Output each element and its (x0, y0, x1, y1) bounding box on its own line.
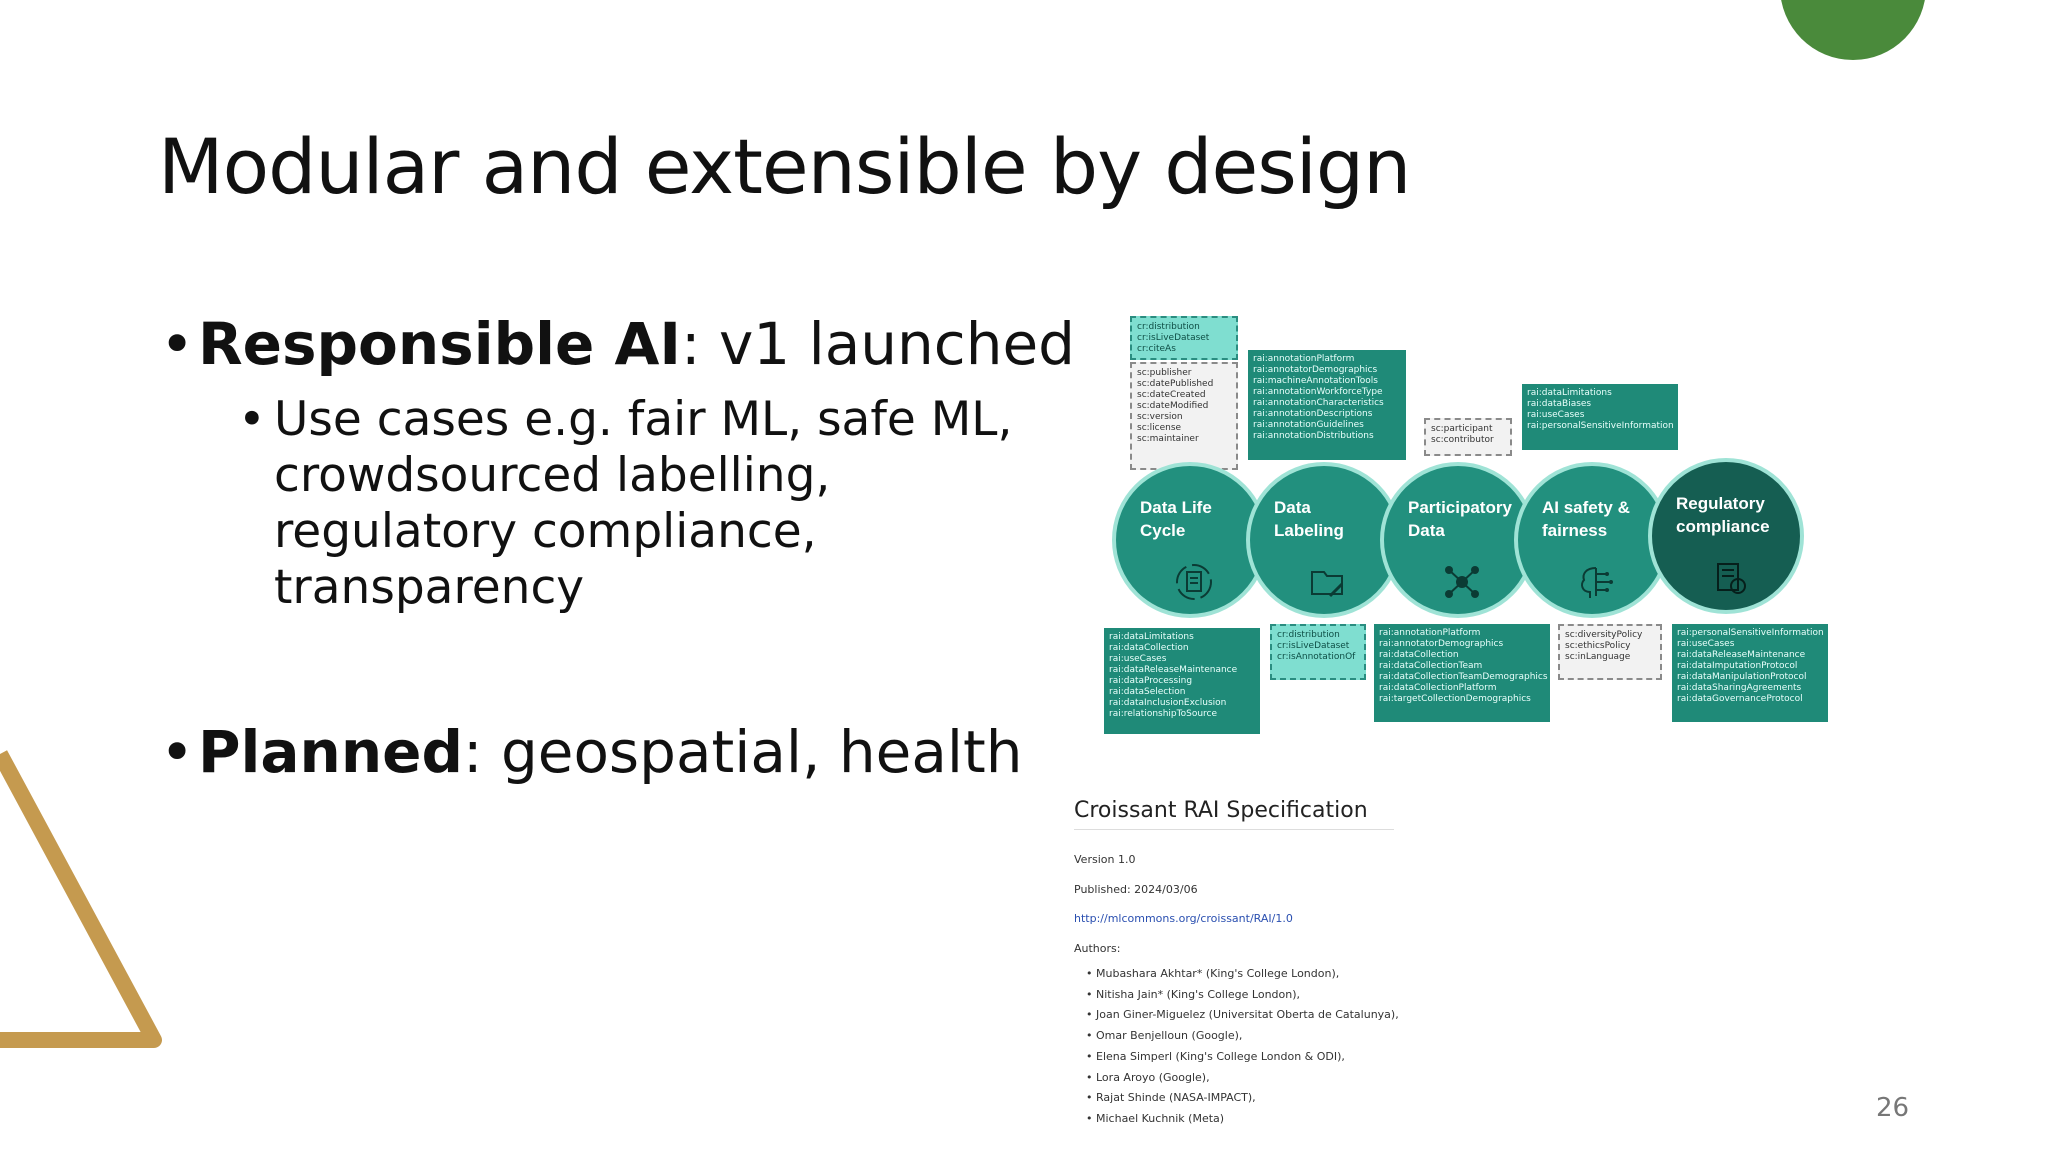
author-item: • Nitisha Jain* (King's College London), (1086, 985, 1399, 1006)
sub-bullet-line: regulatory compliance, (274, 504, 817, 559)
schema-property: rai:annotationWorkforceType (1253, 387, 1383, 397)
circle-data-labeling (1246, 462, 1402, 618)
sub-bullet-line: transparency (274, 560, 585, 615)
decorative-gold-triangle (0, 740, 170, 1060)
schema-property: cr:isLiveDataset (1277, 641, 1350, 651)
brain-circuit-icon (1576, 562, 1616, 602)
schema-property: rai:useCases (1109, 654, 1167, 664)
box-top-sc-participant (1424, 418, 1512, 456)
author-item: • Rajat Shinde (NASA-IMPACT), (1086, 1088, 1399, 1109)
legal-document-icon (1710, 558, 1750, 598)
schema-property: rai:annotationDescriptions (1253, 409, 1373, 419)
folder-edit-icon (1308, 562, 1348, 602)
author-item: • Omar Benjelloun (Google), (1086, 1026, 1399, 1047)
schema-property: sc:inLanguage (1565, 652, 1631, 662)
box-bottom-sc-diversity (1558, 624, 1662, 680)
schema-property: rai:dataBiases (1527, 399, 1592, 409)
schema-property: rai:dataCollectionTeam (1379, 661, 1483, 671)
circle-ai-safety-fairness (1514, 462, 1670, 618)
schema-property: sc:license (1137, 423, 1182, 433)
bullet-text: : v1 launched (680, 310, 1075, 378)
schema-property: sc:publisher (1137, 368, 1192, 378)
author-item: • Joan Giner-Miguelez (Universitat Oberta de Catalunya), (1086, 1005, 1399, 1026)
sub-bullet-line: crowdsourced labelling, (274, 448, 831, 503)
sub-bullet-use-cases: • Use cases e.g. fair ML, safe ML, crowdsourced labelling, regulatory compliance, transparency (238, 392, 1013, 615)
croissant-rai-spec-excerpt (1074, 798, 1404, 1125)
schema-property: rai:dataCollection (1379, 650, 1459, 660)
schema-property: rai:annotationPlatform (1379, 628, 1481, 638)
schema-property: rai:targetCollectionDemographics (1379, 694, 1531, 704)
schema-property: cr:citeAs (1137, 344, 1176, 354)
spec-authors-list (1086, 964, 1399, 1130)
box-top-sc (1130, 362, 1238, 470)
box-bottom-lifecycle (1104, 628, 1260, 734)
schema-property: rai:personalSensitiveInformation (1527, 421, 1674, 431)
schema-property: cr:distribution (1137, 322, 1200, 332)
bullet-bold: Planned (198, 718, 463, 786)
schema-property: sc:contributor (1431, 435, 1494, 445)
circle-participatory-data (1380, 462, 1536, 618)
circle-label: Data Life Cycle (1140, 498, 1212, 540)
box-bottom-regulatory (1672, 624, 1828, 722)
schema-property: sc:dateCreated (1137, 390, 1206, 400)
spec-version: Version 1.0 (1074, 853, 1136, 866)
schema-property: sc:version (1137, 412, 1183, 422)
spec-published: Published: 2024/03/06 (1074, 883, 1198, 896)
schema-property: sc:participant (1431, 424, 1493, 434)
document-stack-icon (1174, 562, 1214, 602)
circle-label: Regulatory compliance (1676, 494, 1770, 536)
schema-property: rai:dataCollection (1109, 643, 1189, 653)
schema-property: rai:annotationPlatform (1253, 354, 1355, 364)
decorative-green-circle (1780, 0, 1926, 60)
schema-property: rai:dataInclusionExclusion (1109, 698, 1227, 708)
schema-property: rai:dataLimitations (1527, 388, 1612, 398)
box-bottom-cr (1270, 624, 1366, 680)
circle-regulatory-compliance (1648, 458, 1804, 614)
schema-property: sc:ethicsPolicy (1565, 641, 1631, 651)
box-top-cr (1130, 316, 1238, 360)
circle-label: Data Labeling (1274, 498, 1344, 540)
author-item: • Michael Kuchnik (Meta) (1086, 1109, 1399, 1130)
schema-property: rai:dataReleaseMaintenance (1677, 650, 1806, 660)
schema-property: rai:dataSharingAgreements (1677, 683, 1802, 693)
schema-property: rai:dataProcessing (1109, 676, 1193, 686)
people-network-icon (1442, 562, 1482, 602)
croissant-rai-diagram (1100, 310, 1830, 740)
box-bottom-participatory (1374, 624, 1550, 722)
bullet-bold: Responsible AI (198, 310, 681, 378)
schema-property: sc:datePublished (1137, 379, 1214, 389)
author-item: • Elena Simperl (King's College London & ODI), (1086, 1047, 1399, 1068)
spec-title: Croissant RAI Specification (1074, 798, 1394, 830)
schema-property: rai:dataGovernanceProtocol (1677, 694, 1803, 704)
bullet-responsible-ai: • Responsible AI: v1 launched (160, 310, 1075, 378)
schema-property: rai:annotationDistributions (1253, 431, 1374, 441)
schema-property: rai:dataImputationProtocol (1677, 661, 1798, 671)
schema-property: sc:dateModified (1137, 401, 1209, 411)
schema-property: rai:annotationCharacteristics (1253, 398, 1384, 408)
schema-property: cr:distribution (1277, 630, 1340, 640)
schema-property: rai:personalSensitiveInformation (1677, 628, 1824, 638)
author-item: • Lora Aroyo (Google), (1086, 1068, 1399, 1089)
circle-label: AI safety & fairness (1542, 498, 1630, 540)
schema-property: rai:useCases (1527, 410, 1585, 420)
schema-property: cr:isAnnotationOf (1277, 652, 1356, 662)
schema-property: rai:useCases (1677, 639, 1735, 649)
circle-label: Participatory Data (1408, 498, 1512, 540)
slide-title: Modular and extensible by design (158, 122, 1411, 211)
circle-data-life-cycle (1112, 462, 1268, 618)
schema-property: sc:maintainer (1137, 434, 1199, 444)
schema-property: rai:dataLimitations (1109, 632, 1194, 642)
bullet-text: : geospatial, health (462, 718, 1023, 786)
author-item: • Mubashara Akhtar* (King's College London), (1086, 964, 1399, 985)
schema-property: sc:diversityPolicy (1565, 630, 1643, 640)
page-number: 26 (1876, 1093, 1910, 1123)
schema-property: rai:annotatorDemographics (1379, 639, 1504, 649)
schema-property: rai:annotationGuidelines (1253, 420, 1364, 430)
schema-property: rai:annotatorDemographics (1253, 365, 1378, 375)
box-top-rai-annotation (1248, 350, 1406, 460)
spec-url-link[interactable]: http://mlcommons.org/croissant/RAI/1.0 (1074, 912, 1293, 925)
schema-property: rai:dataCollectionTeamDemographics (1379, 672, 1548, 682)
box-top-rai-limits (1522, 384, 1678, 450)
schema-property: cr:isLiveDataset (1137, 333, 1210, 343)
schema-property: rai:dataCollectionPlatform (1379, 683, 1497, 693)
schema-property: rai:relationshipToSource (1109, 709, 1218, 719)
schema-property: rai:dataSelection (1109, 687, 1186, 697)
schema-property: rai:dataManipulationProtocol (1677, 672, 1807, 682)
schema-property: rai:machineAnnotationTools (1253, 376, 1378, 386)
spec-authors-label: Authors: (1074, 942, 1121, 955)
schema-property: rai:dataReleaseMaintenance (1109, 665, 1238, 675)
sub-bullet-line: Use cases e.g. fair ML, safe ML, (274, 392, 1013, 447)
bullet-planned: • Planned: geospatial, health (160, 718, 1023, 786)
